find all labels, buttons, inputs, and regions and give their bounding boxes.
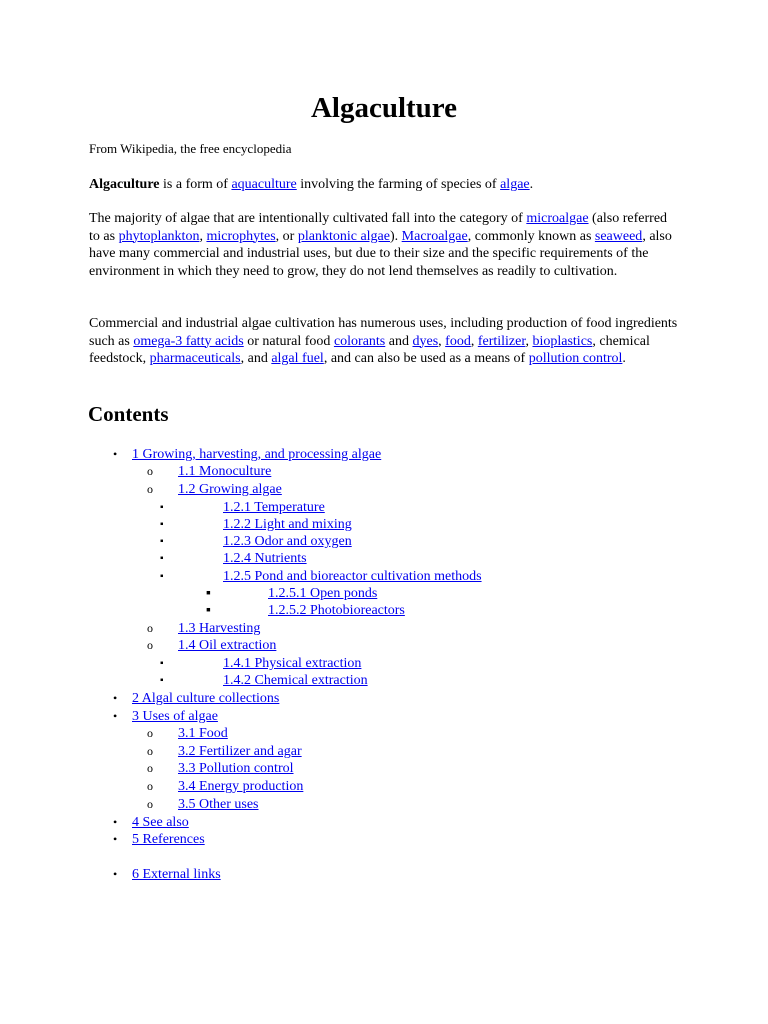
link-pharmaceuticals[interactable]: pharmaceuticals	[149, 351, 241, 366]
toc-bullet-icon: o	[147, 797, 153, 811]
toc-link[interactable]: 1.1 Monoculture	[178, 464, 272, 479]
toc-link[interactable]: 1.3 Harvesting	[178, 621, 261, 636]
toc-bullet-icon: ▪	[160, 553, 164, 564]
toc-link[interactable]: 1.2.1 Temperature	[223, 500, 325, 515]
toc-bullet-icon: ▪	[160, 658, 164, 669]
link-fertilizer[interactable]: fertilizer	[477, 333, 526, 349]
toc-bullet-icon: o	[147, 482, 153, 496]
toc-bullet-icon: •	[113, 709, 118, 723]
toc-bullet-icon: o	[147, 621, 153, 635]
term-bold: Algaculture	[89, 177, 160, 192]
text: ).	[389, 228, 402, 244]
toc-link[interactable]: 1.2 Growing algae	[178, 482, 282, 497]
page-title: Algaculture	[310, 92, 458, 124]
link-algal-fuel[interactable]: algal fuel	[271, 351, 324, 366]
toc-link[interactable]: 1.4 Oil extraction	[178, 638, 277, 653]
text: or natural food	[243, 333, 334, 349]
toc-bullet-icon: •	[113, 447, 118, 461]
link-algae[interactable]: algae	[500, 177, 530, 192]
toc-bullet-icon: ▪	[160, 502, 164, 513]
link-dyes[interactable]: dyes	[412, 333, 439, 349]
link-microalgae[interactable]: microalgae	[526, 211, 589, 226]
toc-link[interactable]: 3.3 Pollution control	[178, 761, 294, 776]
toc-link[interactable]: 3.2 Fertilizer and agar	[178, 744, 302, 759]
toc-link[interactable]: 2 Algal culture collections	[132, 691, 280, 706]
intro-paragraph	[89, 176, 679, 194]
text: .	[529, 177, 534, 192]
link-seaweed[interactable]: seaweed	[594, 228, 643, 244]
toc-bullet-icon: ▪	[160, 519, 164, 530]
link-microphytes[interactable]: microphytes	[206, 228, 276, 244]
toc-bullet-icon: ▪	[160, 571, 164, 582]
text: , and	[240, 351, 272, 366]
text: .	[622, 351, 626, 366]
link-colorants[interactable]: colorants	[333, 333, 386, 349]
toc-link[interactable]: 1.2.5.2 Photobioreactors	[268, 603, 405, 618]
toc-bullet-icon: o	[147, 779, 153, 793]
toc-bullet-icon: o	[147, 726, 153, 740]
toc-bullet-icon: o	[147, 464, 153, 478]
toc-bullet-icon: •	[113, 815, 118, 829]
text: , also have many commercial and industrial uses, but due to their size and the specific requirements of the environment in which they need to grow, they do not lend themselves as readily to cultivation.	[89, 228, 672, 279]
text: The majority of algae that are intentionally cultivated fall into the category of	[89, 211, 527, 226]
link-bioplastics[interactable]: bioplastics	[532, 333, 593, 349]
toc-bullet-icon: •	[113, 691, 118, 705]
toc-link[interactable]: 3.5 Other uses	[178, 797, 259, 812]
toc-bullet-icon: ▪	[160, 675, 164, 686]
text: and	[385, 333, 413, 349]
toc-link[interactable]: 3.4 Energy production	[178, 779, 304, 794]
link-aquaculture[interactable]: aquaculture	[231, 177, 297, 192]
toc-link[interactable]: 1.4.1 Physical extraction	[223, 656, 362, 671]
toc-link[interactable]: 3.1 Food	[178, 726, 228, 741]
text: ,	[438, 333, 446, 349]
text: (also referred to as	[89, 211, 668, 244]
toc-link[interactable]: 1 Growing, harvesting, and processing algae	[132, 447, 382, 462]
link-pollution-control[interactable]: pollution control	[528, 351, 623, 366]
uses-paragraph	[89, 315, 679, 368]
toc-link[interactable]: 1.2.3 Odor and oxygen	[223, 534, 352, 549]
toc-link[interactable]: 6 External links	[132, 867, 221, 882]
microalgae-paragraph	[89, 210, 679, 280]
text: ,	[199, 228, 207, 244]
toc-bullet-icon: ▪	[160, 536, 164, 547]
toc-link[interactable]: 1.2.5.1 Open ponds	[268, 586, 378, 601]
text: , or	[275, 228, 298, 244]
link-macroalgae[interactable]: Macroalgae	[401, 228, 468, 244]
link-phytoplankton[interactable]: phytoplankton	[118, 228, 200, 244]
toc-link[interactable]: 1.2.2 Light and mixing	[223, 517, 352, 532]
toc-link[interactable]: 4 See also	[132, 815, 189, 830]
text: ,	[470, 333, 478, 349]
toc-bullet-icon: ▪	[206, 603, 211, 618]
link-omega-3[interactable]: omega-3 fatty acids	[133, 333, 244, 349]
text: , and can also be used as a means of	[323, 351, 529, 366]
link-food[interactable]: food	[445, 333, 471, 349]
toc-link[interactable]: 5 References	[132, 832, 205, 847]
text: is a form of	[159, 177, 232, 192]
toc-bullet-icon: •	[113, 832, 118, 846]
toc-bullet-icon: o	[147, 744, 153, 758]
toc-link[interactable]: 1.2.4 Nutrients	[223, 551, 307, 566]
text: ,	[525, 333, 533, 349]
toc-bullet-icon: o	[147, 638, 153, 652]
toc-bullet-icon: o	[147, 761, 153, 775]
page-subtitle: From Wikipedia, the free encyclopedia	[89, 141, 292, 156]
link-planktonic-algae[interactable]: planktonic algae	[297, 228, 390, 244]
text: involving the farming of species of	[296, 177, 501, 192]
text: , chemical feedstock,	[89, 333, 650, 366]
contents-heading: Contents	[88, 402, 169, 426]
toc-link[interactable]: 1.2.5 Pond and bioreactor cultivation methods	[223, 569, 482, 584]
text: Commercial and industrial algae cultivation has numerous uses, including production of food ingredients such as	[89, 316, 678, 349]
toc-link[interactable]: 3 Uses of algae	[132, 709, 218, 724]
text: , commonly known as	[467, 228, 595, 244]
toc-bullet-icon: •	[113, 867, 118, 881]
toc-link[interactable]: 1.4.2 Chemical extraction	[223, 673, 368, 688]
toc-bullet-icon: ▪	[206, 586, 211, 601]
